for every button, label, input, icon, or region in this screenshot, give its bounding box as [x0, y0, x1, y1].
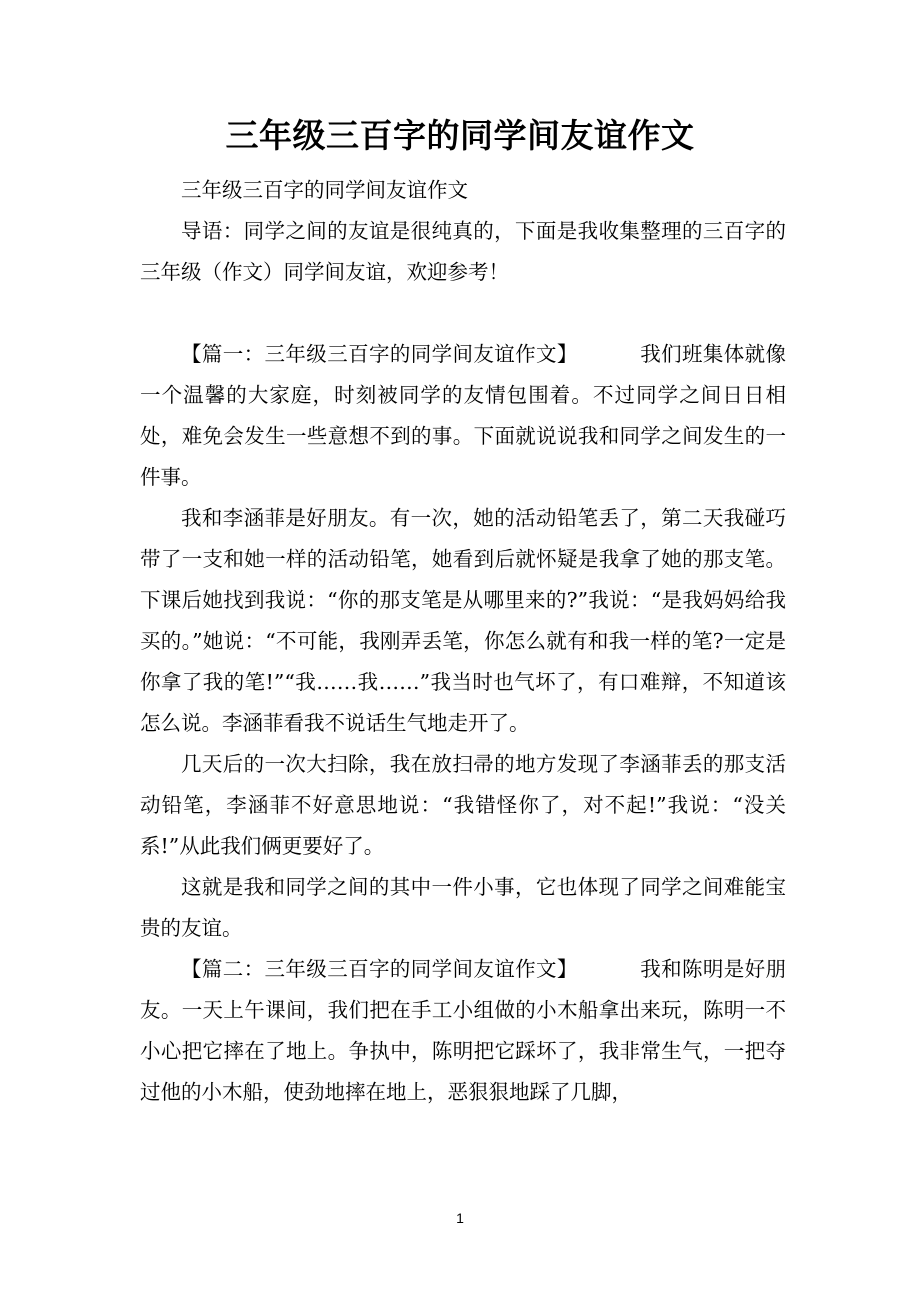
paragraph-subtitle: 三年级三百字的同学间友谊作文: [181, 178, 468, 202]
part-one-text: 我们班集体就像一个温馨的大家庭，时刻被同学的友情包围着。不过同学之间日日相处，难免会发生一些意想不到的事。下面就说说我和同学之间发生的一件事。: [140, 342, 787, 489]
part-two-heading: 【篇二：三年级三百字的同学间友谊作文】: [181, 957, 578, 981]
paragraph-conclusion: 这就是我和同学之间的其中一件小事，它也体现了同学之间难能宝贵的友谊。: [140, 875, 786, 940]
paragraph-resolution: 几天后的一次大扫除，我在放扫帚的地方发现了李涵菲丢的那支活动铅笔，李涵菲不好意思地说：“我错怪你了，对不起!”我说：“没关系!”从此我们俩更要好了。: [140, 752, 786, 858]
paragraph-intro: 导语：同学之间的友谊是很纯真的，下面是我收集整理的三百字的三年级（作文）同学间友谊，欢迎参考！: [140, 219, 786, 284]
paragraph-story: 我和李涵菲是好朋友。有一次，她的活动铅笔丢了，第二天我碰巧带了一支和她一样的活动铅笔，她看到后就怀疑是我拿了她的那支笔。下课后她找到我说：“你的那支笔是从哪里来的?”我说：“是我妈妈给我买的。”她说：“不可能，我刚弄丢笔，你怎么就有和我一样的笔?一定是你拿了我的笔!”“我……我……”我当时也气坏了，有口难辩，不知道该怎么说。李涵菲看我不说话生气地走开了。: [140, 506, 786, 735]
page-number: 1: [456, 1210, 464, 1226]
paragraph-part-two: [140, 949, 786, 1113]
document-body: [140, 170, 786, 1113]
paragraph-spacer: [140, 293, 786, 334]
document-title: 三年级三百字的同学间友谊作文: [225, 116, 695, 155]
part-one-heading: 【篇一：三年级三百字的同学间友谊作文】: [181, 342, 578, 366]
paragraph-part-one: [140, 334, 786, 498]
part-two-text: 我和陈明是好朋友。一天上午课间，我们把在手工小组做的小木船拿出来玩，陈明一不小心把它摔在了地上。争执中，陈明把它踩坏了，我非常生气，一把夺过他的小木船，使劲地摔在地上，恶狠狠地踩了几脚，: [140, 957, 787, 1104]
